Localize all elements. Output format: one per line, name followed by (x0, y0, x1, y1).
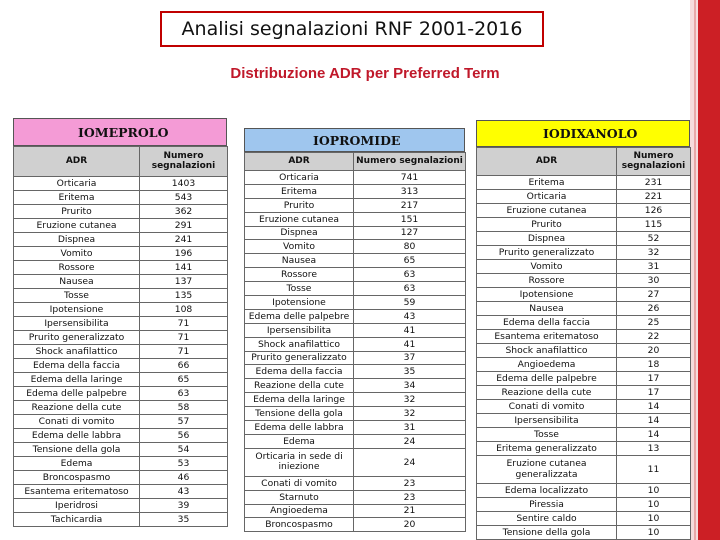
slide-title: Analisi segnalazioni RNF 2001-2016 (160, 11, 544, 47)
table-row (14, 345, 228, 359)
cell-count: 31 (617, 260, 691, 274)
table-row (14, 457, 228, 471)
cell-adr: Eruzione cutanea generalizzata (477, 456, 617, 484)
cell-count: 26 (617, 302, 691, 316)
table-row (14, 429, 228, 443)
cell-adr: Conati di vomito (14, 415, 140, 429)
cell-adr: Edema della laringe (245, 393, 354, 407)
cell-count: 63 (140, 387, 228, 401)
cell-adr: Prurito (14, 205, 140, 219)
cell-count: 127 (354, 226, 466, 240)
cell-adr: Iperidrosi (14, 499, 140, 513)
cell-adr: Prurito generalizzato (14, 331, 140, 345)
cell-count: 35 (140, 513, 228, 527)
cell-adr: Reazione della cute (245, 379, 354, 393)
cell-count: 291 (140, 219, 228, 233)
table-row (477, 414, 691, 428)
table-row (245, 296, 466, 310)
cell-adr: Edema delle palpebre (245, 309, 354, 323)
cell-adr: Edema localizzato (477, 484, 617, 498)
cell-adr: Eruzione cutanea (477, 204, 617, 218)
cell-adr: Reazione della cute (477, 386, 617, 400)
cell-adr: Nausea (245, 254, 354, 268)
table-row (14, 359, 228, 373)
cell-count: 231 (617, 176, 691, 190)
cell-adr: Orticaria in sede di iniezione (245, 448, 354, 476)
cell-adr: Eritema (477, 176, 617, 190)
table-row (245, 171, 466, 185)
table-row (245, 421, 466, 435)
table-title-iomeprolo: IOMEPROLO (13, 118, 227, 146)
column-header-adr: ADR (245, 153, 354, 171)
cell-count: 57 (140, 415, 228, 429)
table-body (14, 177, 228, 527)
cell-adr: Eritema (245, 184, 354, 198)
table-row (14, 401, 228, 415)
cell-adr: Edema delle labbra (245, 421, 354, 435)
table-row (14, 303, 228, 317)
cell-count: 10 (617, 526, 691, 540)
table-row (14, 513, 228, 527)
cell-adr: Shock anafilattico (245, 337, 354, 351)
table-row (14, 261, 228, 275)
cell-adr: Reazione della cute (14, 401, 140, 415)
cell-count: 65 (140, 373, 228, 387)
data-table (13, 146, 228, 527)
cell-count: 41 (354, 337, 466, 351)
cell-count: 18 (617, 358, 691, 372)
table-row (245, 226, 466, 240)
cell-adr: Angioedema (477, 358, 617, 372)
cell-count: 10 (617, 484, 691, 498)
table-row (245, 379, 466, 393)
cell-count: 14 (617, 414, 691, 428)
cell-count: 63 (354, 268, 466, 282)
cell-count: 71 (140, 331, 228, 345)
table-row (14, 471, 228, 485)
cell-adr: Esantema eritematoso (14, 485, 140, 499)
cell-count: 32 (354, 393, 466, 407)
cell-adr: Orticaria (14, 177, 140, 191)
table-row (477, 316, 691, 330)
cell-count: 217 (354, 198, 466, 212)
cell-count: 14 (617, 400, 691, 414)
table-row (14, 443, 228, 457)
cell-count: 362 (140, 205, 228, 219)
cell-count: 17 (617, 386, 691, 400)
table-row (477, 246, 691, 260)
table-row (477, 288, 691, 302)
table-row (245, 282, 466, 296)
table-row (477, 442, 691, 456)
cell-adr: Orticaria (477, 190, 617, 204)
table-body (245, 171, 466, 532)
cell-count: 543 (140, 191, 228, 205)
cell-adr: Sentire caldo (477, 512, 617, 526)
cell-adr: Tensione della gola (14, 443, 140, 457)
table-row (477, 344, 691, 358)
cell-adr: Edema della laringe (14, 373, 140, 387)
table-row (14, 247, 228, 261)
cell-count: 24 (354, 434, 466, 448)
table-row (14, 387, 228, 401)
cell-adr: Ipersensibilita (14, 317, 140, 331)
cell-adr: Broncospasmo (245, 518, 354, 532)
table-row (245, 504, 466, 518)
table-row (477, 274, 691, 288)
cell-adr: Tosse (245, 282, 354, 296)
cell-adr: Ipotensione (477, 288, 617, 302)
cell-adr: Tensione della gola (245, 407, 354, 421)
cell-adr: Edema delle palpebre (14, 387, 140, 401)
cell-adr: Vomito (14, 247, 140, 261)
cell-count: 10 (617, 512, 691, 526)
cell-count: 46 (140, 471, 228, 485)
table-row (245, 434, 466, 448)
cell-adr: Shock anafilattico (14, 345, 140, 359)
table-row (245, 448, 466, 476)
table-row (245, 268, 466, 282)
cell-count: 17 (617, 372, 691, 386)
cell-adr: Tosse (477, 428, 617, 442)
cell-adr: Prurito (477, 218, 617, 232)
table-iodixanolo (476, 120, 690, 540)
cell-adr: Eruzione cutanea (245, 212, 354, 226)
table-row (477, 456, 691, 484)
slide-subtitle: Distribuzione ADR per Preferred Term (230, 65, 500, 82)
cell-count: 221 (617, 190, 691, 204)
table-row (477, 512, 691, 526)
table-row (14, 191, 228, 205)
cell-adr: Tosse (14, 289, 140, 303)
cell-count: 32 (354, 407, 466, 421)
table-row (14, 275, 228, 289)
table-iopromide (244, 128, 465, 532)
cell-count: 31 (354, 421, 466, 435)
cell-count: 59 (354, 296, 466, 310)
table-title-iodixanolo: IODIXANOLO (476, 120, 690, 147)
cell-adr: Dispnea (245, 226, 354, 240)
table-row (245, 198, 466, 212)
table-row (14, 177, 228, 191)
cell-count: 10 (617, 498, 691, 512)
column-header-adr: ADR (14, 147, 140, 177)
cell-count: 196 (140, 247, 228, 261)
cell-count: 52 (617, 232, 691, 246)
column-header-adr: ADR (477, 148, 617, 176)
table-row (245, 365, 466, 379)
cell-count: 11 (617, 456, 691, 484)
table-row (477, 218, 691, 232)
table-row (245, 240, 466, 254)
table-row (14, 289, 228, 303)
column-header-count: Numero segnalazioni (140, 147, 228, 177)
cell-count: 71 (140, 317, 228, 331)
table-row (245, 407, 466, 421)
cell-count: 115 (617, 218, 691, 232)
cell-count: 80 (354, 240, 466, 254)
cell-count: 20 (354, 518, 466, 532)
table-row (245, 212, 466, 226)
cell-adr: Ipersensibilita (245, 323, 354, 337)
cell-count: 137 (140, 275, 228, 289)
cell-adr: Prurito generalizzato (245, 351, 354, 365)
table-row (477, 302, 691, 316)
cell-count: 151 (354, 212, 466, 226)
table-row (14, 499, 228, 513)
table-row (14, 485, 228, 499)
side-accent-line (694, 0, 696, 540)
cell-adr: Tensione della gola (477, 526, 617, 540)
side-accent-bar (698, 0, 720, 540)
cell-count: 63 (354, 282, 466, 296)
table-row (477, 400, 691, 414)
cell-adr: Eruzione cutanea (14, 219, 140, 233)
cell-count: 313 (354, 184, 466, 198)
cell-count: 241 (140, 233, 228, 247)
table-body (477, 176, 691, 540)
cell-adr: Nausea (477, 302, 617, 316)
cell-count: 34 (354, 379, 466, 393)
table-row (245, 476, 466, 490)
table-row (14, 415, 228, 429)
cell-adr: Edema della faccia (245, 365, 354, 379)
table-row (477, 372, 691, 386)
cell-count: 35 (354, 365, 466, 379)
table-row (14, 373, 228, 387)
table-row (245, 393, 466, 407)
table-row (245, 254, 466, 268)
cell-adr: Dispnea (14, 233, 140, 247)
cell-count: 141 (140, 261, 228, 275)
cell-adr: Edema della faccia (14, 359, 140, 373)
cell-count: 21 (354, 504, 466, 518)
cell-adr: Eritema generalizzato (477, 442, 617, 456)
table-row (477, 232, 691, 246)
table-row (477, 330, 691, 344)
cell-count: 20 (617, 344, 691, 358)
table-row (14, 317, 228, 331)
cell-count: 27 (617, 288, 691, 302)
cell-adr: Piressia (477, 498, 617, 512)
table-row (14, 205, 228, 219)
cell-count: 71 (140, 345, 228, 359)
table-title-iopromide: IOPROMIDE (244, 128, 465, 152)
cell-count: 39 (140, 499, 228, 513)
cell-adr: Shock anafilattico (477, 344, 617, 358)
table-row (477, 204, 691, 218)
cell-count: 25 (617, 316, 691, 330)
cell-count: 56 (140, 429, 228, 443)
cell-count: 108 (140, 303, 228, 317)
cell-count: 30 (617, 274, 691, 288)
table-row (245, 309, 466, 323)
cell-count: 65 (354, 254, 466, 268)
cell-adr: Broncospasmo (14, 471, 140, 485)
cell-count: 1403 (140, 177, 228, 191)
table-row (245, 337, 466, 351)
cell-count: 53 (140, 457, 228, 471)
cell-adr: Edema delle palpebre (477, 372, 617, 386)
cell-adr: Prurito generalizzato (477, 246, 617, 260)
table-row (245, 351, 466, 365)
cell-count: 37 (354, 351, 466, 365)
data-table (244, 152, 466, 532)
table-row (477, 386, 691, 400)
table-row (477, 484, 691, 498)
cell-count: 66 (140, 359, 228, 373)
table-row (477, 428, 691, 442)
table-row (477, 498, 691, 512)
cell-count: 32 (617, 246, 691, 260)
table-iomeprolo (13, 118, 227, 527)
cell-adr: Eritema (14, 191, 140, 205)
cell-adr: Prurito (245, 198, 354, 212)
column-header-count: Numero segnalazioni (354, 153, 466, 171)
cell-adr: Ipotensione (245, 296, 354, 310)
table-row (245, 518, 466, 532)
cell-adr: Rossore (14, 261, 140, 275)
cell-count: 43 (354, 309, 466, 323)
cell-adr: Dispnea (477, 232, 617, 246)
table-row (477, 190, 691, 204)
cell-adr: Rossore (245, 268, 354, 282)
cell-count: 135 (140, 289, 228, 303)
cell-adr: Ipersensibilita (477, 414, 617, 428)
cell-adr: Tachicardia (14, 513, 140, 527)
table-row (14, 219, 228, 233)
cell-count: 126 (617, 204, 691, 218)
table-row (14, 331, 228, 345)
table-row (245, 184, 466, 198)
table-row (245, 323, 466, 337)
cell-adr: Vomito (245, 240, 354, 254)
table-row (477, 358, 691, 372)
cell-adr: Edema (245, 434, 354, 448)
cell-adr: Conati di vomito (477, 400, 617, 414)
cell-adr: Angioedema (245, 504, 354, 518)
table-row (477, 526, 691, 540)
table-row (477, 176, 691, 190)
cell-adr: Rossore (477, 274, 617, 288)
table-row (245, 490, 466, 504)
cell-adr: Edema delle labbra (14, 429, 140, 443)
column-header-count: Numero segnalazioni (617, 148, 691, 176)
cell-count: 22 (617, 330, 691, 344)
table-row (14, 233, 228, 247)
cell-adr: Edema (14, 457, 140, 471)
cell-adr: Vomito (477, 260, 617, 274)
cell-count: 58 (140, 401, 228, 415)
data-table (476, 147, 691, 540)
cell-adr: Esantema eritematoso (477, 330, 617, 344)
cell-count: 23 (354, 490, 466, 504)
cell-count: 23 (354, 476, 466, 490)
cell-adr: Nausea (14, 275, 140, 289)
cell-adr: Conati di vomito (245, 476, 354, 490)
cell-adr: Ipotensione (14, 303, 140, 317)
cell-count: 54 (140, 443, 228, 457)
cell-count: 13 (617, 442, 691, 456)
cell-count: 41 (354, 323, 466, 337)
table-row (477, 260, 691, 274)
cell-count: 741 (354, 171, 466, 185)
cell-adr: Orticaria (245, 171, 354, 185)
cell-count: 14 (617, 428, 691, 442)
cell-count: 43 (140, 485, 228, 499)
cell-adr: Starnuto (245, 490, 354, 504)
cell-adr: Edema della faccia (477, 316, 617, 330)
cell-count: 24 (354, 448, 466, 476)
